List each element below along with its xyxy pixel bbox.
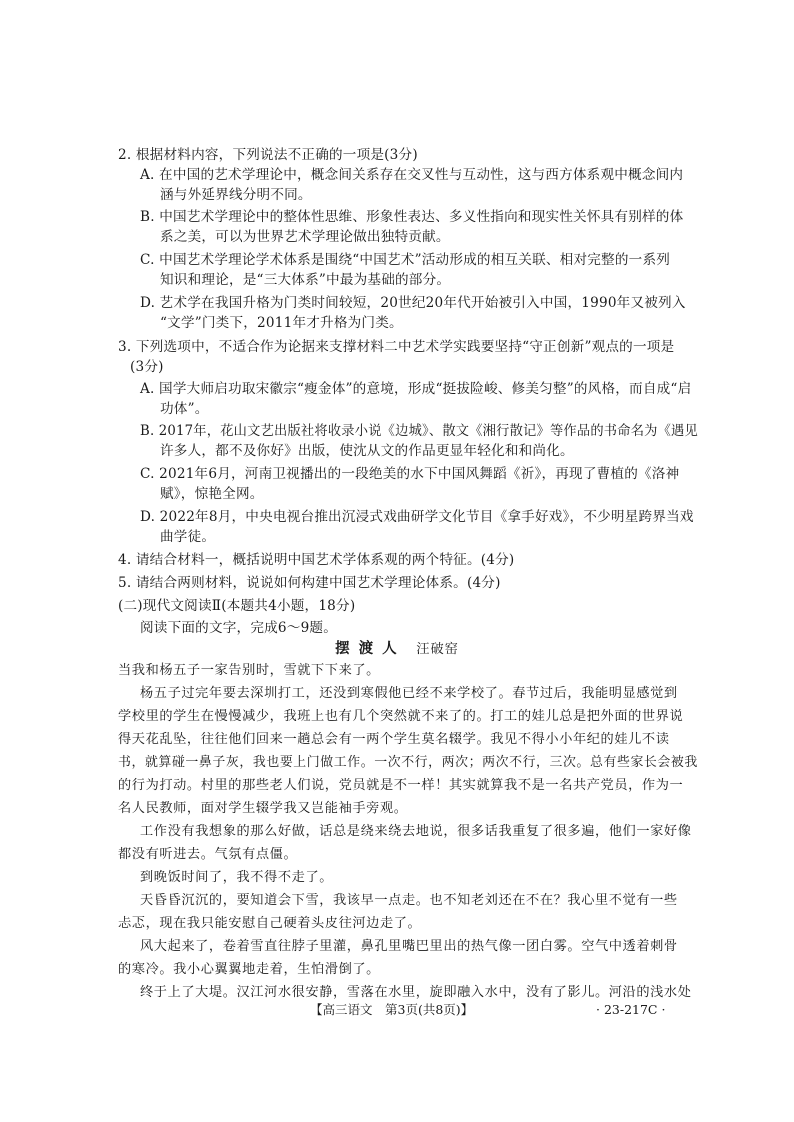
q3-option-b-cont: 许多人，都不及你好》出版，使沈从文的作品更显年轻化和和尚化。	[160, 443, 574, 459]
story-line: 工作没有我想象的那么好做，话总是绕来绕去地说，很多话我重复了很多遍，他们一家好像	[140, 824, 692, 839]
question-3-points: (3分)	[130, 359, 164, 375]
reading-instruction: 阅读下面的文字，完成6～9题。	[140, 620, 338, 636]
story-line: 终于上了大堤。汉江河水很安静，雪落在水里，旋即融入水中，没有了影儿。河沿的浅水处	[140, 985, 692, 1000]
story-title-line	[0, 640, 794, 659]
q2-option-b: B. 中国艺术学理论中的整体性思维、形象性表达、多义性指向和现实性关怀具有别样的体	[140, 209, 684, 225]
question-3-stem: 3. 下列选项中，不适合作为论据来支撑材料二中艺术学实践要坚持“守正创新”观点的一项是	[118, 339, 675, 355]
story-line: 学校里的学生在慢慢减少，我班上也有几个突然就不来了的。打工的娃儿总是把外面的世界说	[118, 709, 684, 724]
page-footer-code: · 23-217C ·	[596, 1002, 666, 1017]
q3-option-d: D. 2022年8月，中央电视台推出沉浸式戏曲研学文化节目《拿手好戏》，不少明星跨界当戏	[140, 509, 694, 525]
q3-option-c: C. 2021年6月，河南卫视播出的一段绝美的水下中国风舞蹈《祈》，再现了曹植的《洛神	[140, 466, 680, 482]
section-heading: (二)现代文阅读Ⅱ(本题共4小题，18分)	[118, 598, 356, 614]
q3-option-d-cont: 曲学徒。	[160, 529, 216, 545]
q2-option-c-cont: 知识和理论，是“三大体系”中最为基础的部分。	[160, 272, 451, 288]
story-title: 摆渡人	[335, 640, 406, 657]
q3-option-b: B. 2017年，花山文艺出版社将收录小说《边城》、散文《湘行散记》等作品的书命名为《遇见	[140, 423, 698, 439]
story-line: 风大起来了，卷着雪直往脖子里灌，鼻孔里嘴巴里出的热气像一团白雾。空气中透着刺骨	[140, 939, 678, 954]
q2-option-a: A. 在中国的艺术学理论中，概念间关系存在交叉性与互动性，这与西方体系观中概念间内	[140, 167, 684, 183]
q2-option-b-cont: 系之美，可以为世界艺术学理论做出独特贡献。	[160, 229, 450, 245]
story-line: 名人民教师，面对学生辍学我又岂能袖手旁观。	[118, 801, 408, 816]
q3-option-a: A. 国学大师启功取宋徽宗“瘦金体”的意境，形成“挺拔险峻、修美匀整”的风格，而自成“启	[140, 381, 692, 397]
question-2-stem: 2. 根据材料内容，下列说法不正确的一项是(3分)	[118, 147, 418, 163]
story-line: 天昏昏沉沉的，要知道会下雪，我该早一点走。也不知老刘还在不在？我心里不觉有一些	[140, 893, 678, 908]
story-line: 的行为打动。村里的那些老人们说，党员就是不一样！其实就算我不是一名共产党员，作为一	[118, 778, 684, 793]
story-line: 忐忑，现在我只能安慰自己硬着头皮往河边走了。	[118, 916, 422, 931]
q2-option-a-cont: 涵与外延界线分明不同。	[160, 187, 312, 203]
story-line: 到晚饭时间了，我不得不走了。	[140, 870, 334, 885]
story-line: 杨五子过完年要去深圳打工，还没到寒假他已经不来学校了。春节过后，我能明显感觉到	[140, 686, 678, 701]
q2-option-d: D. 艺术学在我国升格为门类时间较短，20世纪20年代开始被引入中国，1990年又被列入	[140, 295, 686, 311]
story-line: 书，就算碰一鼻子灰，我也要上门做工作。一次不行，两次；两次不行，三次。总有些家长会被我	[118, 755, 698, 770]
question-5: 5. 请结合两则材料，说说如何构建中国艺术学理论体系。(4分)	[118, 575, 501, 591]
question-4: 4. 请结合材料一，概括说明中国艺术学体系观的两个特征。(4分)	[118, 552, 515, 568]
story-line: 都没有听进去。气氛有点僵。	[118, 847, 298, 862]
q3-option-a-cont: 功体”。	[160, 401, 209, 417]
story-line: 当我和杨五子一家告别时，雪就下下来了。	[118, 663, 380, 678]
q2-option-c: C. 中国艺术学理论学术体系是围绕“中国艺术”活动形成的相互关联、相对完整的一系列	[140, 252, 671, 268]
story-line: 的寒冷。我小心翼翼地走着，生怕滑倒了。	[118, 962, 380, 977]
story-author: 汪破窑	[416, 642, 459, 657]
page-footer-label: 【高三语文 第3页(共8页)】	[310, 1002, 474, 1017]
story-line: 得天花乱坠，往往他们回来一趟总会有一两个学生莫名辍学。我见不得小小年纪的娃儿不读	[118, 732, 670, 747]
q2-option-d-cont: “文学”门类下，2011年才升格为门类。	[160, 315, 403, 331]
q3-option-c-cont: 赋》，惊艳全网。	[160, 486, 264, 502]
